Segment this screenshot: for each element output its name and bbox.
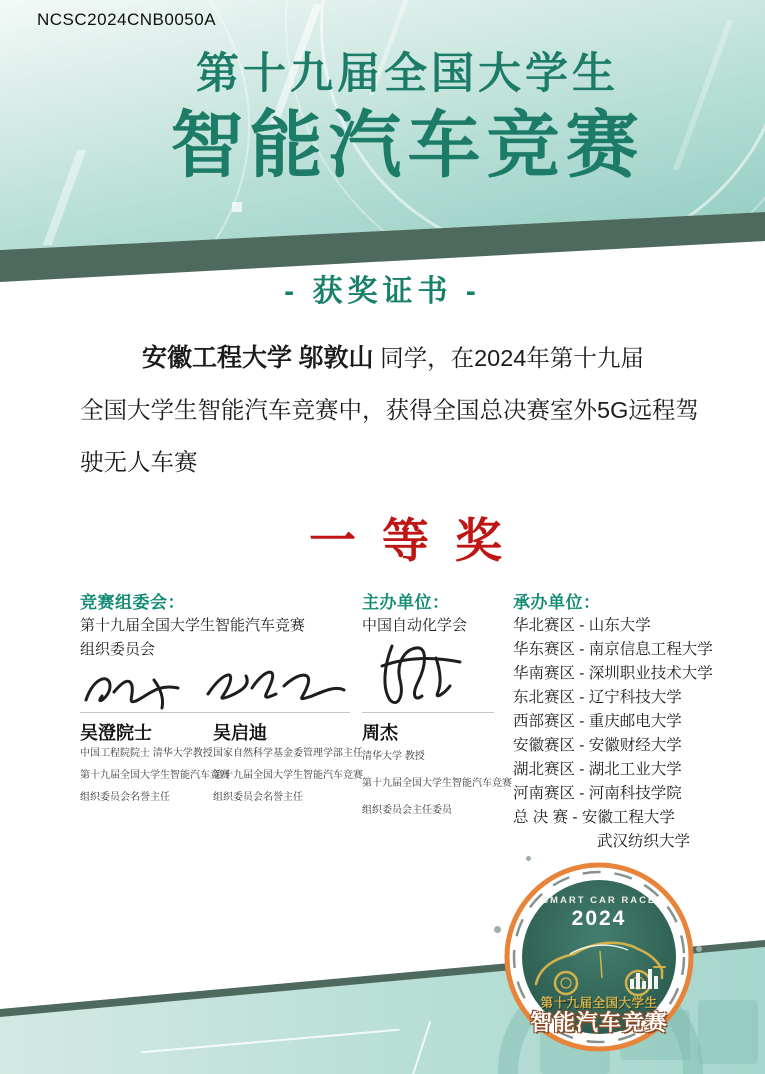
- host-line: 西部赛区 - 重庆邮电大学: [513, 713, 682, 730]
- signature-zhou-jie: [374, 636, 469, 708]
- host-line: 华南赛区 - 深圳职业技术大学: [513, 665, 713, 682]
- signer-title-line: 组织委员会主任委员: [362, 805, 452, 816]
- host-line: 安徽赛区 - 安徽财经大学: [513, 737, 682, 754]
- host-line: 东北赛区 - 辽宁科技大学: [513, 689, 682, 706]
- school-name: 安徽工程大学: [142, 344, 293, 372]
- signer-title-line: 中国工程院院士 清华大学教授: [80, 748, 213, 759]
- signer-titles: [362, 743, 512, 824]
- signer-title-line: 组织委员会名誉主任: [80, 792, 170, 803]
- award-certificate-heading: - 获奖证书 -: [284, 275, 481, 308]
- committee-heading: 竞赛组委会：: [80, 593, 185, 612]
- badge-cn-line2: 智能汽车竞赛: [529, 1010, 668, 1035]
- signer-title-line: 组织委员会名誉主任: [213, 792, 303, 803]
- signer-title-line: 第十九届全国大学生智能汽车竞赛: [213, 770, 363, 781]
- host-line: 华北赛区 - 山东大学: [513, 617, 651, 634]
- hosts-column: [513, 588, 761, 858]
- prize-title: 一等奖: [309, 514, 528, 569]
- signature-divider: [80, 712, 350, 713]
- competition-badge: [504, 862, 694, 1052]
- main-title-line2: 智能汽车竞赛: [170, 105, 645, 186]
- decor-square: [698, 1000, 758, 1064]
- main-title-line1: 第十九届全国大学生: [196, 50, 619, 98]
- host-line: 华东赛区 - 南京信息工程大学: [513, 641, 713, 658]
- hosts-heading: 承办单位：: [513, 593, 601, 612]
- certificate-number: NCSC2024CNB0050A: [37, 10, 217, 29]
- host-line: 武汉纺织大学: [597, 833, 691, 850]
- badge-cn-line1: 第十九届全国大学生: [540, 996, 658, 1010]
- organizer-heading: 主办单位：: [362, 593, 450, 612]
- organizer-column: [362, 588, 512, 838]
- signature-wu-cheng: [80, 666, 185, 712]
- signer-titles: [213, 743, 363, 809]
- signer-title-line: 国家自然科学基金委管理学部主任: [213, 748, 363, 759]
- body-text-line1: 同学，在2024年第十九届: [380, 345, 644, 371]
- host-line: 总 决 赛 - 安徽工程大学: [513, 809, 675, 826]
- signer-titles: [80, 743, 230, 809]
- decor-square: [232, 202, 242, 212]
- signer-title-line: 清华大学 教授: [362, 751, 425, 762]
- decor-dot: [526, 856, 531, 861]
- decor-dot: [494, 926, 501, 933]
- signature-wu-qidi: [200, 658, 350, 710]
- committee-column: [80, 588, 363, 838]
- student-name: 邬敦山: [298, 344, 374, 372]
- badge-year-label: 2024: [571, 907, 627, 930]
- signature-divider: [362, 712, 494, 713]
- badge-smart-car-race-label: SMART CAR RACE: [541, 895, 657, 906]
- award-body-paragraph: [80, 332, 707, 488]
- committee-org-line2: 组织委员会: [80, 641, 156, 658]
- organizer-org: 中国自动化学会: [362, 617, 468, 634]
- signer-name: 吴澄院士: [80, 723, 152, 743]
- signer-name: 周杰: [362, 723, 398, 743]
- hosts-list: [513, 614, 713, 854]
- signer-title-line: 第十九届全国大学生智能汽车竞赛: [80, 770, 230, 781]
- committee-org-line1: 第十九届全国大学生智能汽车竞赛: [80, 617, 306, 634]
- decor-dot: [696, 946, 702, 952]
- host-line: 河南赛区 - 河南科技学院: [513, 785, 682, 802]
- signer-name: 吴启迪: [213, 723, 267, 743]
- signer-title-line: 第十九届全国大学生智能汽车竞赛: [362, 778, 512, 789]
- host-line: 湖北赛区 - 湖北工业大学: [513, 761, 682, 778]
- body-text-rest: 全国大学生智能汽车竞赛中，获得全国总决赛室外5G远程驾驶无人车赛: [80, 397, 699, 475]
